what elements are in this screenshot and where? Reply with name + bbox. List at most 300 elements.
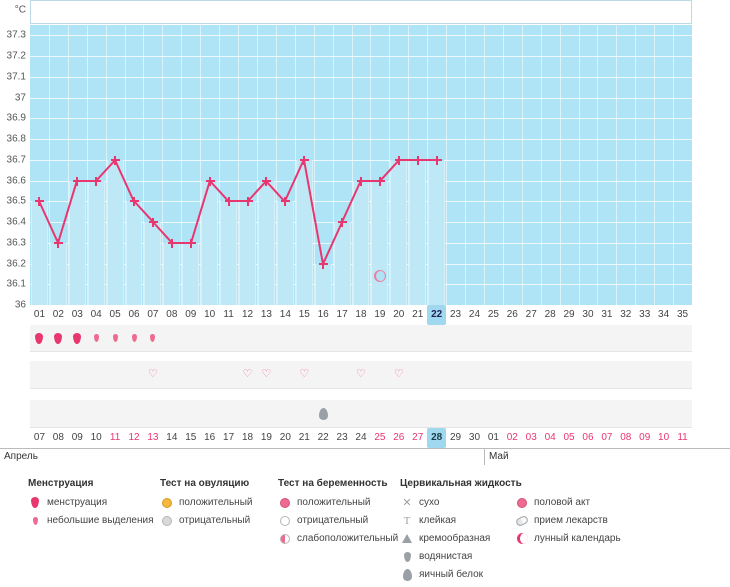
- menstruation-row[interactable]: [30, 325, 692, 352]
- date-cell-selected[interactable]: 28: [427, 428, 446, 448]
- legend-item: [400, 568, 522, 581]
- date-cell[interactable]: 11: [677, 432, 688, 443]
- cervical-fluid-cell[interactable]: [597, 400, 616, 427]
- cycle-day-cell[interactable]: 08: [166, 309, 178, 320]
- day-bar[interactable]: [182, 243, 199, 305]
- egg-white-icon: [319, 408, 328, 420]
- cervical-fluid-cell[interactable]: [295, 400, 314, 427]
- cycle-day-selected[interactable]: 22: [427, 305, 446, 325]
- intercourse-cell[interactable]: [49, 361, 68, 388]
- y-axis-tick: 36: [14, 299, 26, 311]
- cervical-fluid-cell[interactable]: [484, 400, 503, 427]
- cycle-day-cell[interactable]: 16: [317, 309, 329, 320]
- cervical-fluid-cell[interactable]: [446, 400, 465, 427]
- menstruation-cell[interactable]: [503, 325, 522, 351]
- date-cell[interactable]: 10: [658, 432, 670, 443]
- drop-large-icon: [35, 333, 43, 344]
- intercourse-cell[interactable]: [522, 361, 541, 388]
- date-cell[interactable]: 20: [279, 432, 291, 443]
- legend-item-label: водянистая: [419, 551, 473, 562]
- cervical-fluid-cell[interactable]: [162, 400, 181, 427]
- cycle-day-cell[interactable]: 20: [393, 309, 405, 320]
- gridline-vertical: [446, 25, 447, 305]
- legend-column-title: Цервикальная жидкость: [400, 478, 522, 489]
- date-cell[interactable]: 15: [185, 432, 197, 443]
- menstruation-cell[interactable]: [276, 325, 295, 351]
- y-axis-tick: 36.1: [6, 278, 26, 290]
- intercourse-cell[interactable]: [143, 361, 162, 388]
- cycle-day-cell[interactable]: 14: [279, 309, 291, 320]
- menstruation-cell[interactable]: [370, 325, 389, 351]
- heart-icon: ♡: [393, 368, 404, 380]
- date-cell[interactable]: 29: [450, 432, 462, 443]
- menstruation-cell[interactable]: [143, 325, 162, 351]
- date-cell[interactable]: 10: [90, 432, 102, 443]
- day-bar[interactable]: [428, 160, 445, 305]
- intercourse-cell[interactable]: [616, 361, 635, 388]
- cervical-fluid-cell[interactable]: [314, 400, 333, 427]
- y-axis-tick: 37.2: [6, 50, 26, 62]
- day-bar[interactable]: [126, 201, 143, 305]
- date-cell[interactable]: 21: [298, 432, 310, 443]
- legend-item-label: положительный: [297, 497, 371, 508]
- date-cell[interactable]: 08: [620, 432, 632, 443]
- menstruation-cell[interactable]: [162, 325, 181, 351]
- cycle-day-cell[interactable]: 10: [204, 309, 216, 320]
- legend-item: [515, 496, 621, 509]
- legend-item-label: клейкая: [419, 515, 457, 526]
- cervical-fluid-row[interactable]: [30, 400, 692, 428]
- cervical-fluid-cell[interactable]: [635, 400, 654, 427]
- cycle-day-cell[interactable]: 28: [544, 309, 556, 320]
- gridline-horizontal: [30, 118, 692, 119]
- date-cell[interactable]: 25: [374, 432, 386, 443]
- cycle-day-row[interactable]: [30, 305, 692, 325]
- circle-grey-icon: [160, 514, 174, 527]
- month-row: [0, 448, 730, 466]
- cycle-day-cell[interactable]: 23: [450, 309, 462, 320]
- menstruation-cell[interactable]: [522, 325, 541, 351]
- cycle-day-cell[interactable]: 07: [147, 309, 159, 320]
- egg-white-icon: [400, 568, 414, 581]
- cycle-day-cell[interactable]: 09: [185, 309, 197, 320]
- cervical-fluid-cell[interactable]: [333, 400, 352, 427]
- gridline-horizontal: [30, 98, 692, 99]
- menstruation-cell[interactable]: [408, 325, 427, 351]
- cervical-fluid-cell[interactable]: [125, 400, 144, 427]
- cervical-fluid-cell[interactable]: [30, 400, 49, 427]
- gridline-horizontal: [30, 139, 692, 140]
- intercourse-cell[interactable]: [389, 361, 408, 388]
- intercourse-cell[interactable]: [673, 361, 692, 388]
- date-cell[interactable]: 19: [260, 432, 272, 443]
- gridline-vertical: [654, 25, 655, 305]
- y-axis-tick: 36.8: [6, 133, 26, 145]
- cervical-fluid-cell[interactable]: [579, 400, 598, 427]
- intercourse-cell[interactable]: [219, 361, 238, 388]
- heart-icon: ♡: [356, 368, 366, 380]
- menstruation-cell[interactable]: [49, 325, 68, 351]
- legend-item: [28, 514, 154, 527]
- heart-icon: ♡: [299, 368, 310, 380]
- cycle-day-cell[interactable]: 12: [241, 309, 254, 320]
- intercourse-cell[interactable]: [541, 361, 560, 388]
- intercourse-cell[interactable]: [579, 361, 598, 388]
- heart-icon: ♡: [261, 368, 272, 380]
- y-axis-tick: 37.3: [6, 29, 26, 41]
- cervical-fluid-cell[interactable]: [143, 400, 162, 427]
- day-bar[interactable]: [88, 181, 105, 305]
- gridline-vertical: [541, 25, 542, 305]
- legend-column-title: [515, 478, 621, 490]
- date-cell[interactable]: 06: [582, 432, 594, 443]
- intercourse-cell[interactable]: [427, 361, 446, 388]
- cervical-fluid-cell[interactable]: [200, 400, 219, 427]
- menstruation-cell[interactable]: [87, 325, 106, 351]
- cycle-day-cell[interactable]: 24: [468, 309, 481, 320]
- day-bar[interactable]: [50, 243, 67, 305]
- drop-small-icon: [132, 334, 137, 342]
- gridline-vertical: [673, 25, 674, 305]
- cervical-fluid-cell[interactable]: [276, 400, 295, 427]
- cervical-fluid-cell[interactable]: [427, 400, 446, 427]
- legend-item: [278, 496, 398, 509]
- day-bar[interactable]: [371, 181, 388, 305]
- menstruation-cell[interactable]: [352, 325, 371, 351]
- cervical-fluid-cell[interactable]: [352, 400, 371, 427]
- intercourse-cell[interactable]: [125, 361, 144, 388]
- intercourse-cell[interactable]: [30, 361, 49, 388]
- legend-item-label: слабоположительный: [297, 533, 399, 544]
- cycle-day-cell[interactable]: 34: [658, 309, 670, 320]
- legend-item-label: лунный календарь: [534, 533, 621, 544]
- day-bar[interactable]: [277, 201, 294, 305]
- cervical-fluid-cell[interactable]: [503, 400, 522, 427]
- legend-item-label: половой акт: [534, 497, 591, 508]
- date-cell[interactable]: 09: [639, 432, 651, 443]
- menstruation-cell[interactable]: [30, 325, 49, 351]
- menstruation-cell[interactable]: [200, 325, 219, 351]
- cycle-day-cell[interactable]: 05: [109, 309, 121, 320]
- cycle-day-cell[interactable]: 11: [223, 309, 234, 320]
- cervical-fluid-cell[interactable]: [541, 400, 560, 427]
- intercourse-cell[interactable]: [106, 361, 125, 388]
- drop-large-icon: [73, 333, 81, 344]
- menstruation-cell[interactable]: [219, 325, 238, 351]
- sticky-icon: T: [403, 514, 411, 527]
- legend-item: [400, 496, 522, 509]
- cycle-day-cell[interactable]: 25: [487, 309, 499, 320]
- gridline-vertical: [522, 25, 523, 305]
- cycle-day-cell[interactable]: 21: [412, 309, 424, 320]
- date-cell[interactable]: 07: [33, 432, 46, 443]
- date-cell[interactable]: 02: [506, 432, 518, 443]
- drop-large-icon: [54, 333, 62, 344]
- day-bar[interactable]: [220, 201, 237, 305]
- menstruation-cell[interactable]: [446, 325, 465, 351]
- intercourse-cell[interactable]: [314, 361, 333, 388]
- menstruation-cell[interactable]: [484, 325, 503, 351]
- drop-small-icon: [113, 334, 118, 342]
- cervical-fluid-cell[interactable]: [673, 400, 692, 427]
- intercourse-cell[interactable]: [276, 361, 295, 388]
- menstruation-cell[interactable]: [654, 325, 673, 351]
- date-cell[interactable]: 18: [241, 432, 254, 443]
- date-cell[interactable]: 13: [147, 432, 159, 443]
- y-axis-tick: 36.3: [6, 237, 26, 249]
- menstruation-cell[interactable]: [389, 325, 408, 351]
- intercourse-cell[interactable]: [200, 361, 219, 388]
- intercourse-cell[interactable]: [68, 361, 87, 388]
- cervical-fluid-cell[interactable]: [87, 400, 106, 427]
- cycle-day-cell[interactable]: 02: [52, 309, 64, 320]
- gridline-horizontal: [30, 77, 692, 78]
- y-axis-tick: 36.9: [6, 112, 26, 124]
- moon-icon: [515, 532, 529, 545]
- chart-top-band: [30, 0, 692, 24]
- date-cell[interactable]: 23: [336, 432, 348, 443]
- intercourse-cell[interactable]: [408, 361, 427, 388]
- heart-icon: ♡: [148, 368, 158, 380]
- cervical-fluid-cell[interactable]: [560, 400, 579, 427]
- legend-item-label: сухо: [419, 497, 440, 508]
- moon-phase-icon[interactable]: [374, 270, 386, 282]
- circle-pink-icon: [278, 496, 292, 509]
- cervical-fluid-cell[interactable]: [219, 400, 238, 427]
- cycle-day-cell[interactable]: 01: [33, 309, 46, 320]
- cycle-day-cell[interactable]: 13: [260, 309, 272, 320]
- menstruation-cell[interactable]: [68, 325, 87, 351]
- cervical-fluid-cell[interactable]: [68, 400, 87, 427]
- menstruation-cell[interactable]: [541, 325, 560, 351]
- date-cell[interactable]: 07: [601, 432, 613, 443]
- menstruation-cell[interactable]: [673, 325, 692, 351]
- menstruation-cell[interactable]: [125, 325, 144, 351]
- legend-item: [400, 550, 522, 563]
- intercourse-cell[interactable]: [635, 361, 654, 388]
- legend-item-label: положительный: [179, 497, 253, 508]
- date-cell[interactable]: 05: [563, 432, 575, 443]
- menstruation-cell[interactable]: [635, 325, 654, 351]
- gridline-vertical: [560, 25, 561, 305]
- menstruation-cell[interactable]: [257, 325, 276, 351]
- intercourse-cell[interactable]: [295, 361, 314, 388]
- cervical-fluid-cell[interactable]: [49, 400, 68, 427]
- gridline-horizontal: [30, 35, 692, 36]
- y-axis-unit: °C: [14, 4, 26, 16]
- y-axis-tick: 36.4: [6, 216, 26, 228]
- date-cell[interactable]: 14: [166, 432, 178, 443]
- gridline-horizontal: [30, 56, 692, 57]
- gridline-vertical: [503, 25, 504, 305]
- creamy-icon: [400, 532, 414, 545]
- legend-column-title: Тест на беременность: [278, 478, 388, 489]
- cycle-day-cell[interactable]: 06: [128, 309, 140, 320]
- date-cell[interactable]: 09: [71, 432, 83, 443]
- cervical-fluid-cell[interactable]: [389, 400, 408, 427]
- intercourse-cell[interactable]: [87, 361, 106, 388]
- cycle-day-cell[interactable]: 33: [639, 309, 651, 320]
- gridline-vertical: [635, 25, 636, 305]
- intercourse-cell[interactable]: [503, 361, 522, 388]
- y-axis-tick: 36.6: [6, 175, 26, 187]
- legend-item-label: небольшие выделения: [47, 515, 154, 526]
- day-bar[interactable]: [239, 201, 256, 305]
- legend-item: [515, 514, 621, 527]
- y-axis-tick: 36.7: [6, 154, 26, 166]
- day-bar[interactable]: [390, 160, 407, 305]
- drop-large-icon: [28, 496, 42, 509]
- intercourse-cell[interactable]: [370, 361, 389, 388]
- day-bar[interactable]: [144, 222, 161, 305]
- menstruation-cell[interactable]: [560, 325, 579, 351]
- cycle-day-cell[interactable]: 29: [563, 309, 575, 320]
- legend-item-label: отрицательный: [179, 515, 251, 526]
- legend-item-label: прием лекарств: [534, 515, 608, 526]
- cervical-fluid-cell[interactable]: [654, 400, 673, 427]
- date-cell[interactable]: 03: [525, 432, 537, 443]
- menstruation-cell[interactable]: [106, 325, 125, 351]
- cervical-fluid-cell[interactable]: [616, 400, 635, 427]
- legend-column-title: Менструация: [28, 478, 94, 489]
- intercourse-cell[interactable]: [465, 361, 484, 388]
- menstruation-cell[interactable]: [181, 325, 200, 351]
- intercourse-row[interactable]: [30, 361, 692, 389]
- intercourse-cell[interactable]: [181, 361, 200, 388]
- day-bar[interactable]: [258, 181, 275, 305]
- cervical-fluid-cell[interactable]: [257, 400, 276, 427]
- intercourse-cell[interactable]: [333, 361, 352, 388]
- legend-item: [28, 496, 154, 509]
- date-cell[interactable]: 04: [544, 432, 556, 443]
- legend-item-label: яичный белок: [419, 569, 484, 580]
- gridline-vertical: [597, 25, 598, 305]
- gridline-vertical: [484, 25, 485, 305]
- cycle-day-cell[interactable]: 31: [601, 309, 613, 320]
- menstruation-cell[interactable]: [465, 325, 484, 351]
- intercourse-cell[interactable]: [257, 361, 276, 388]
- cycle-day-cell[interactable]: 27: [525, 309, 537, 320]
- plot-region: [30, 0, 692, 305]
- intercourse-cell[interactable]: [654, 361, 673, 388]
- intercourse-cell[interactable]: [162, 361, 181, 388]
- day-bar[interactable]: [409, 160, 426, 305]
- cross-icon: ✕: [402, 497, 412, 509]
- heart-icon: [515, 496, 529, 509]
- cervical-fluid-cell[interactable]: [238, 400, 257, 427]
- month-label-left: Апрель: [4, 451, 38, 462]
- day-bar[interactable]: [315, 264, 332, 305]
- intercourse-cell[interactable]: [560, 361, 579, 388]
- circle-orange-icon: [160, 496, 174, 509]
- y-axis: [0, 0, 30, 311]
- intercourse-cell[interactable]: [352, 361, 371, 388]
- menstruation-cell[interactable]: [616, 325, 635, 351]
- date-cell[interactable]: 30: [468, 432, 481, 443]
- cervical-fluid-cell[interactable]: [181, 400, 200, 427]
- intercourse-cell[interactable]: [597, 361, 616, 388]
- drop-small-icon: [150, 334, 155, 342]
- date-cell[interactable]: 26: [393, 432, 405, 443]
- day-bar[interactable]: [163, 243, 180, 305]
- cervical-fluid-cell[interactable]: [408, 400, 427, 427]
- date-cell[interactable]: 22: [317, 432, 329, 443]
- legend-item-label: менструация: [47, 497, 108, 508]
- watery-icon: [400, 550, 414, 563]
- date-cell[interactable]: 27: [412, 432, 424, 443]
- menstruation-cell[interactable]: [314, 325, 333, 351]
- drop-small-icon: [94, 334, 99, 342]
- cycle-day-cell[interactable]: 17: [336, 309, 348, 320]
- date-cell[interactable]: 12: [128, 432, 140, 443]
- date-cell[interactable]: 16: [204, 432, 216, 443]
- y-axis-tick: 36.2: [6, 258, 26, 270]
- date-cell[interactable]: 11: [109, 432, 121, 443]
- legend-item: [278, 514, 398, 527]
- day-bar[interactable]: [107, 160, 124, 305]
- intercourse-cell[interactable]: [484, 361, 503, 388]
- menstruation-cell[interactable]: [295, 325, 314, 351]
- menstruation-cell[interactable]: [597, 325, 616, 351]
- cervical-fluid-cell[interactable]: [465, 400, 484, 427]
- menstruation-cell[interactable]: [579, 325, 598, 351]
- cervical-fluid-cell[interactable]: [522, 400, 541, 427]
- cycle-day-cell[interactable]: 32: [620, 309, 632, 320]
- cycle-day-cell[interactable]: 18: [355, 309, 367, 320]
- intercourse-cell[interactable]: [446, 361, 465, 388]
- legend-item-label: кремообразная: [419, 533, 491, 544]
- intercourse-cell[interactable]: [238, 361, 257, 388]
- cycle-day-cell[interactable]: 35: [676, 309, 689, 320]
- legend-column: [28, 478, 154, 532]
- gridline-vertical: [465, 25, 466, 305]
- cervical-fluid-cell[interactable]: [370, 400, 389, 427]
- calendar-date-row[interactable]: [30, 428, 692, 448]
- data-point[interactable]: [433, 159, 442, 161]
- date-cell[interactable]: 08: [52, 432, 64, 443]
- cycle-day-cell[interactable]: 03: [71, 309, 83, 320]
- drop-small-icon: [28, 514, 42, 527]
- month-separator: [484, 449, 485, 465]
- day-bar[interactable]: [353, 181, 370, 305]
- y-axis-tick: 37: [14, 92, 26, 104]
- y-axis-tick: 37.1: [6, 71, 26, 83]
- cycle-day-cell[interactable]: 26: [506, 309, 518, 320]
- legend-item: [160, 496, 252, 509]
- menstruation-cell[interactable]: [333, 325, 352, 351]
- cycle-day-cell[interactable]: 30: [582, 309, 594, 320]
- gridline-vertical: [616, 25, 617, 305]
- circle-half-icon: [278, 532, 292, 545]
- date-cell[interactable]: 24: [355, 432, 367, 443]
- cycle-day-cell[interactable]: 19: [374, 309, 386, 320]
- cycle-day-cell[interactable]: 04: [90, 309, 102, 320]
- legend-column: [400, 478, 522, 586]
- date-cell[interactable]: 01: [487, 432, 499, 443]
- menstruation-cell[interactable]: [238, 325, 257, 351]
- legend-item: [400, 514, 522, 527]
- menstruation-cell[interactable]: [427, 325, 446, 351]
- cycle-day-cell[interactable]: 15: [298, 309, 310, 320]
- day-bar[interactable]: [296, 160, 313, 305]
- legend-column-title: Тест на овуляцию: [160, 478, 250, 489]
- month-label-right: Май: [488, 451, 509, 462]
- pill-icon: [515, 514, 529, 527]
- legend-item: [278, 532, 398, 545]
- date-cell[interactable]: 17: [223, 432, 235, 443]
- cervical-fluid-cell[interactable]: [106, 400, 125, 427]
- gridline-horizontal: [30, 160, 692, 161]
